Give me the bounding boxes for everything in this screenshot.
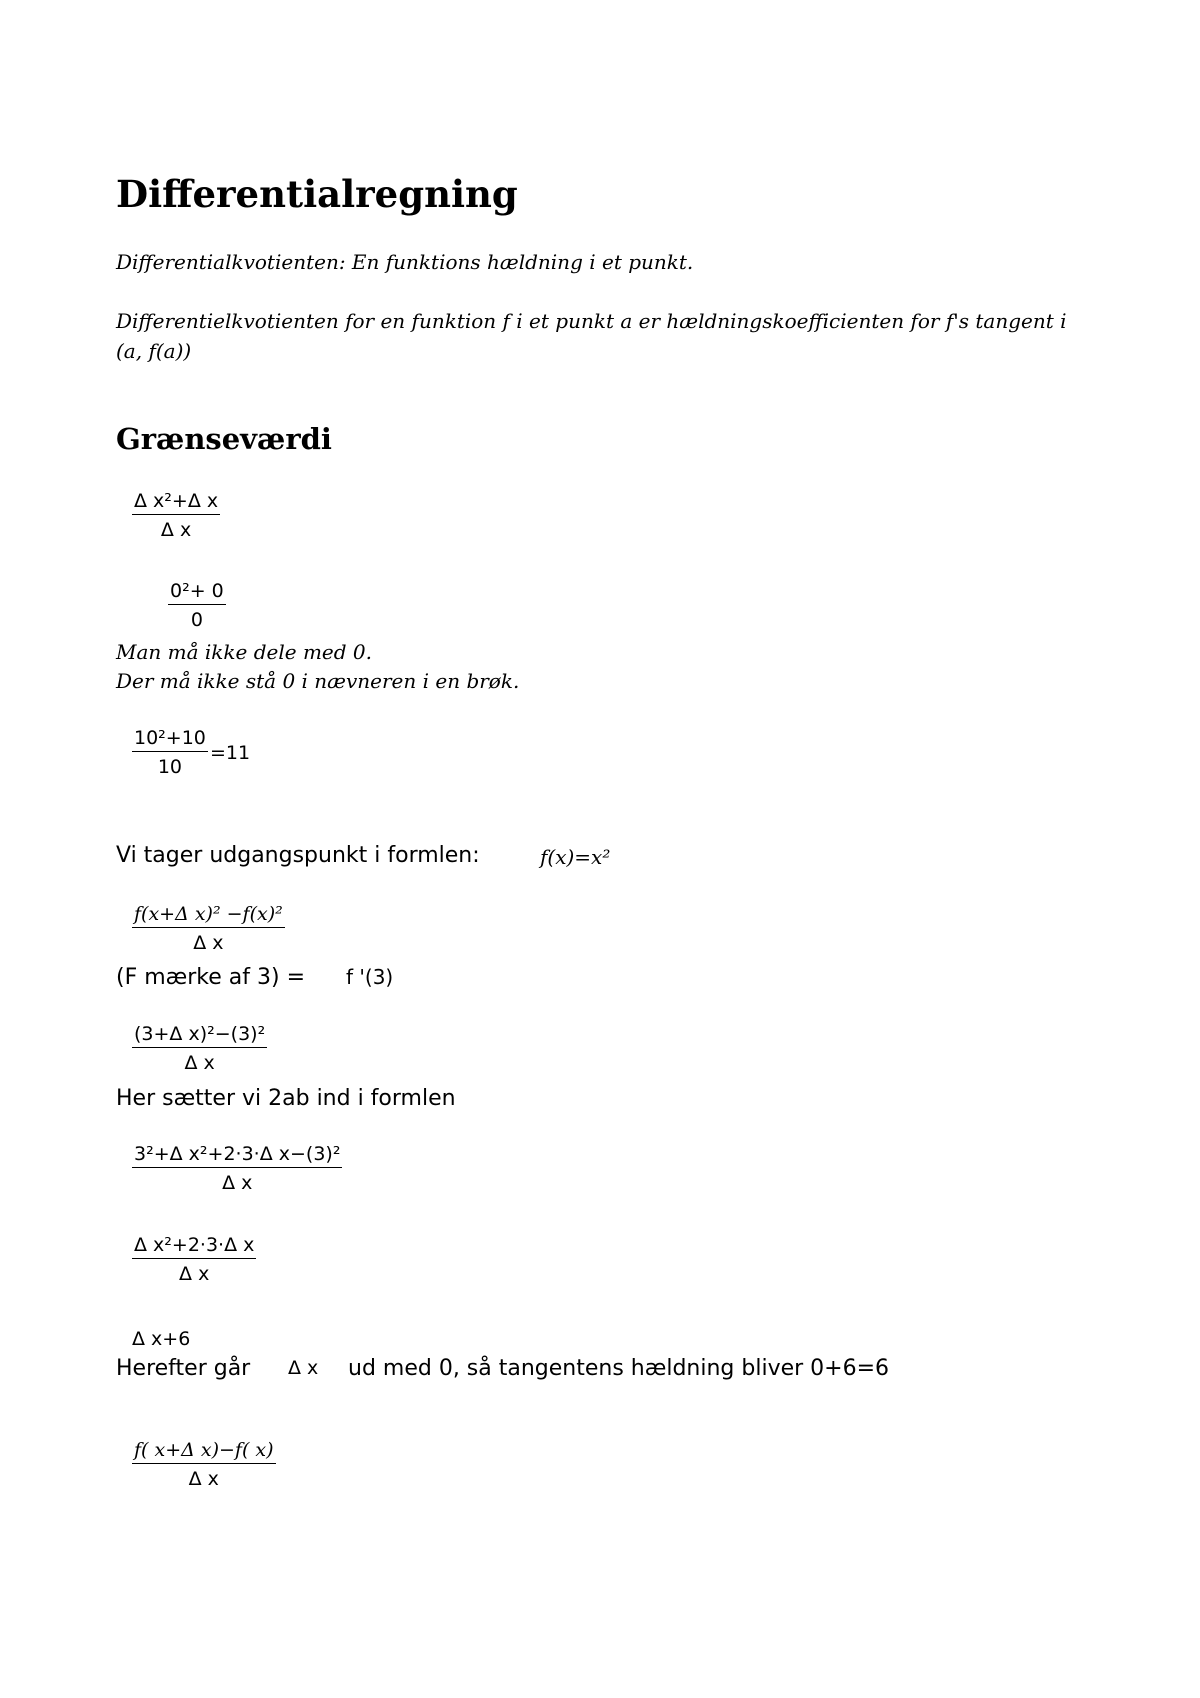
fraction-1-numerator: Δ x²+Δ x — [132, 492, 220, 515]
conclusion-delta: Δ x — [288, 1357, 319, 1379]
fraction-7 — [132, 1236, 256, 1284]
formula-intro: Vi tager udgangspunkt i formlen: — [116, 843, 480, 868]
f-mark-label: (F mærke af 3) = — [116, 965, 306, 990]
fraction-3 — [132, 729, 208, 777]
formula: f(x)=x² — [540, 845, 611, 869]
expression-simplified: Δ x+6 — [132, 1328, 191, 1350]
fraction-3-numerator: 10²+10 — [132, 729, 208, 752]
conclusion-after: ud med 0, så tangentens hældning bliver 0+6=6 — [348, 1356, 890, 1381]
fraction-2 — [168, 582, 226, 630]
fraction-6-numerator: 3²+Δ x²+2·3·Δ x−(3)² — [132, 1145, 342, 1168]
section-heading: Grænseværdi — [116, 422, 332, 456]
note-denominator: Der må ikke stå 0 i nævneren i en brøk. — [116, 669, 520, 693]
definition-paragraph: Differentielkvotienten for en funktion f i et punkt a er hældningskoefficienten for f's tangent i (a, f(a)) — [116, 309, 1067, 363]
f-mark-value: f '(3) — [346, 965, 394, 989]
fraction-5 — [132, 1025, 267, 1073]
conclusion-before: Herefter går — [116, 1356, 251, 1381]
fraction-5-numerator: (3+Δ x)²−(3)² — [132, 1025, 267, 1048]
fraction-8-numerator: f( x+Δ x)−f( x) — [132, 1441, 276, 1464]
fraction-7-denominator: Δ x — [179, 1263, 210, 1285]
fraction-3-denominator: 10 — [157, 756, 183, 778]
fraction-2-numerator: 0²+ 0 — [168, 582, 226, 605]
fraction-5-denominator: Δ x — [184, 1052, 215, 1074]
fraction-8-denominator: Δ x — [188, 1468, 219, 1490]
insert-text: Her sætter vi 2ab ind i formlen — [116, 1086, 456, 1111]
note-divide-by-zero: Man må ikke dele med 0. — [116, 640, 372, 664]
fraction-6-denominator: Δ x — [222, 1172, 253, 1194]
page-title: Differentialregning — [116, 172, 518, 216]
fraction-3-result: =11 — [210, 742, 251, 764]
fraction-4 — [132, 905, 285, 953]
fraction-1 — [132, 492, 220, 540]
fraction-4-numerator: f(x+Δ x)² −f(x)² — [132, 905, 285, 928]
fraction-1-denominator: Δ x — [160, 519, 192, 541]
fraction-2-denominator: 0 — [190, 609, 203, 631]
fraction-7-numerator: Δ x²+2·3·Δ x — [132, 1236, 256, 1259]
fraction-6 — [132, 1145, 342, 1193]
fraction-4-denominator: Δ x — [193, 932, 224, 954]
intro-line: Differentialkvotienten: En funktions hældning i et punkt. — [116, 250, 694, 274]
fraction-8 — [132, 1441, 276, 1489]
